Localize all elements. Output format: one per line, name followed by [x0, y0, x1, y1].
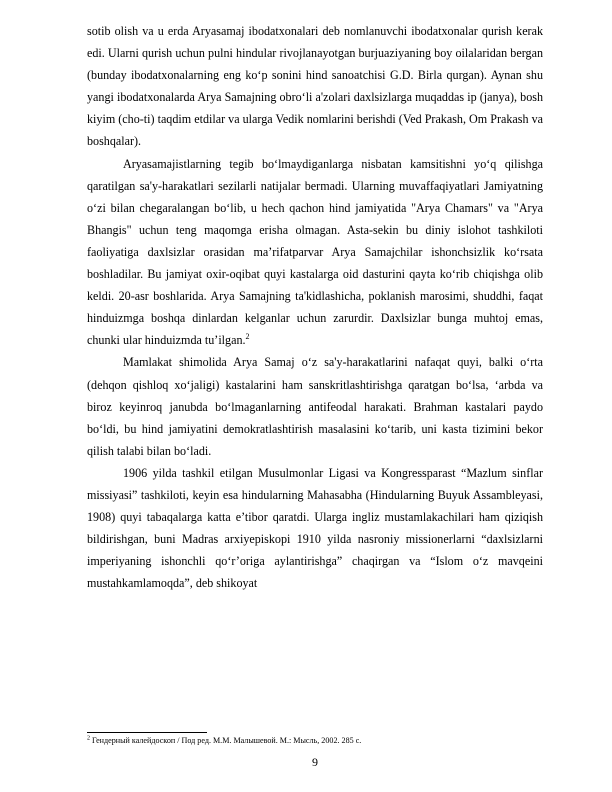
page-number: 9 — [312, 755, 318, 769]
paragraph-4: 1906 yilda tashkil etilgan Musulmonlar Ligasi va Kongressparast “Mazlum sinflar missiyasi” tashkiloti, keyin esa hindularning Mahasabha (Hindularning Buyuk Assambleyasi, 1908) quyi tabaqalarga katta e’tibor qaratdi. Ularga ingliz mustamlakachilari ham qiziqish bildirishgan, buni Madras arxiyepiskopi 1910 yilda nasroniy missionerlarni “daxlsizlarni imperiyaning ishonchli qo‘r’origa aylantirishga” chaqirgan va “Islom o‘z mavqeini mustahkamlamoqda”, deb shikoyat — [87, 465, 543, 591]
document-body — [87, 20, 543, 594]
footnote-reference[interactable]: 2 — [245, 332, 250, 342]
paragraph-2 — [87, 153, 543, 352]
paragraph-2-text: Aryasamajistlarning tegib bo‘lmaydiganlarga nisbatan kamsitishni yo‘q qilishga qaratilgan sa'y-harakatlari sezilarli natijalar bermadi. Ularning muvaffaqiyatlari Jamiyatning o‘zi bilan chegaralangan bo‘lib, u hech qachon hind jamiyatida "Arya Chamars" va "Arya Bhangis" uchun teng maqomga erisha olmagan. Asta-sekin bu diniy islohot tashkiloti faoliyatiga daxlsizlar orasidan ma’rifatparvar Arya Samajchilar ishonchsizlik ko‘rsata boshladilar. Bu jamiyat oxir-oqibat quyi kastalarga oid dasturini qayta ko‘rib chiqishga olib keldi. 20-asr boshlarida. Arya Samajning ta'kidlashicha, poklanish marosimi, shuddhi, faqat hinduizmga boshqa dinlardan kelganlar uchun zarurdir. Daxlsizlar bunga muhtoj emas, chunki ular hinduizmda tu’ilgan. — [87, 156, 543, 348]
footnote-text: Гендерный калейдоскоп / Под ред. М.М. Малышевой. М.: Мысль, 2002. 285 с. — [92, 736, 362, 745]
footnote — [87, 735, 543, 746]
paragraph-1: sotib olish va u erda Aryasamaj ibodatxonalari deb nomlanuvchi ibodatxonalar qurish kerak edi. Ularni qurish uchun pulni hindular rivojlanayotgan burjuaziyaning boy oilalaridan bergan (bunday ibodatxonalarning eng ko‘p sonini hind sanoatchisi G.D. Birla qurgan). Aynan shu yangi ibodatxonalarda Arya Samajning obro‘li a'zolari daxlsizlarga muqaddas ip (janya), bosh kiyim (cho-ti) taqdim etdilar va ularga Vedik nomlarini berishdi (Ved Prakash, Om Prakash va boshqalar). — [87, 24, 543, 149]
footnote-divider — [87, 732, 207, 733]
paragraph-3: Mamlakat shimolida Arya Samaj o‘z sa'y-harakatlarini nafaqat quyi, balki o‘rta (dehqon qishloq xo‘jaligi) kastalarini ham sanskritlashtirishga qaratgan bo‘lsa, ‘arbda va biroz keyinroq janubda bo‘lmaganlarning antifeodal harakati. Brahman kastalari paydo bo‘ldi, bu hind jamiyatini demokratlashtirish masalasini ko‘tarib, uni kasta tizimini bekor qilish talabi bilan bo‘ladi. — [87, 355, 543, 458]
footnote-number: 2 — [87, 735, 90, 742]
